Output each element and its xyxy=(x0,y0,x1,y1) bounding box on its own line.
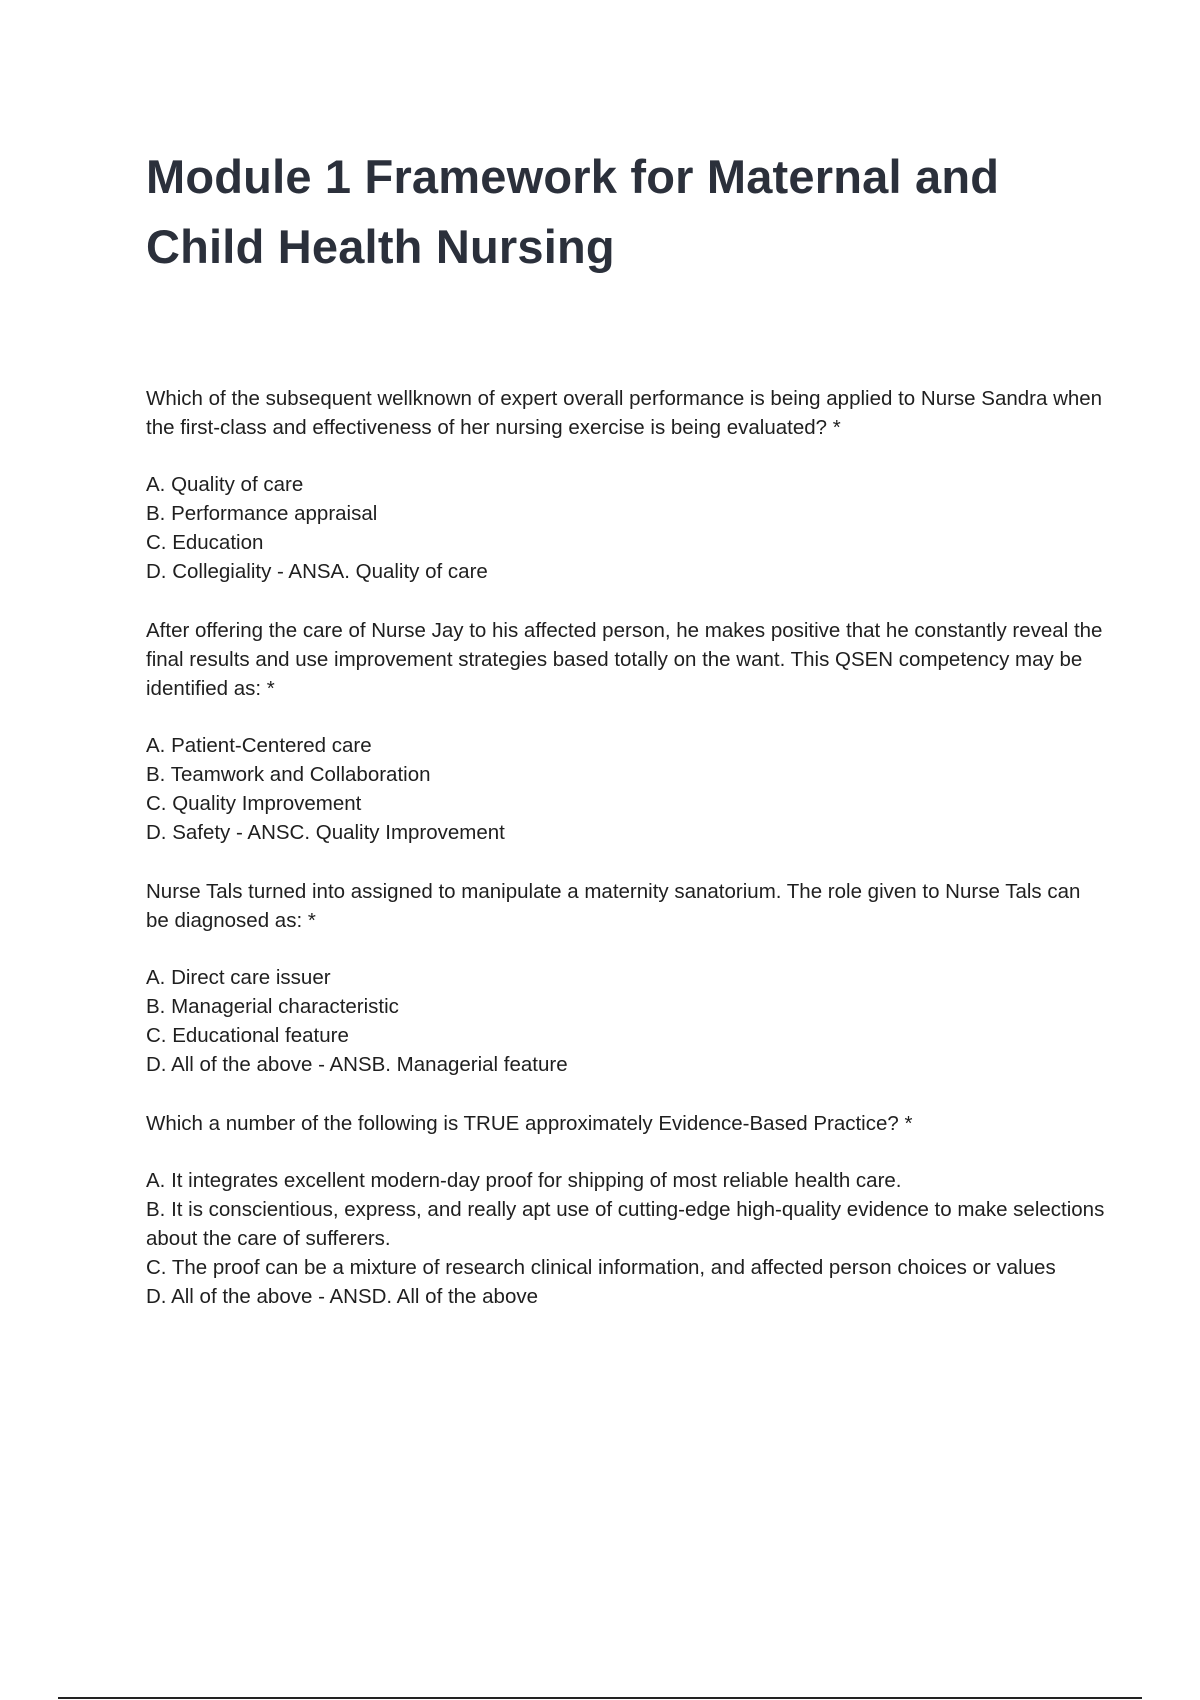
answer-option: A. Quality of care xyxy=(146,473,304,496)
document-title: Module 1 Framework for Maternal and Child Health Nursing xyxy=(146,150,1000,273)
question-text: Nurse Tals turned into assigned to manipulate a maternity sanatorium. The role given to Nurse Tals can be diagnosed as: * xyxy=(146,880,1081,932)
answer-options xyxy=(146,963,1106,1079)
answer-option: B. It is conscientious, express, and really apt use of cutting-edge high-quality evidence to make selections about the care of sufferers. xyxy=(146,1198,1105,1250)
question-block-2 xyxy=(146,616,1106,847)
question-list xyxy=(146,384,1106,1311)
answer-option: C. Quality Improvement xyxy=(146,792,362,815)
answer-option: A. Direct care issuer xyxy=(146,966,331,989)
answer-option: A. It integrates excellent modern-day proof for shipping of most reliable health care. xyxy=(146,1169,902,1192)
answer-option: B. Performance appraisal xyxy=(146,502,378,525)
answer-option: D. All of the above - ANSB. Managerial feature xyxy=(146,1053,568,1076)
page-bottom-divider xyxy=(58,1697,1142,1699)
answer-options xyxy=(146,731,1106,847)
answer-options xyxy=(146,470,1106,586)
question-text: After offering the care of Nurse Jay to his affected person, he makes positive that he constantly reveal the final results and use improvement strategies based totally on the want. This QSEN competency may be identified as: * xyxy=(146,619,1103,700)
answer-option: A. Patient-Centered care xyxy=(146,734,372,757)
question-block-3 xyxy=(146,877,1106,1079)
answer-option: D. Collegiality - ANSA. Quality of care xyxy=(146,560,488,583)
answer-option: D. All of the above - ANSD. All of the above xyxy=(146,1285,539,1308)
answer-option: D. Safety - ANSC. Quality Improvement xyxy=(146,821,505,844)
answer-option: C. Education xyxy=(146,531,264,554)
question-block-1 xyxy=(146,384,1106,586)
answer-option: B. Managerial characteristic xyxy=(146,995,399,1018)
question-text: Which a number of the following is TRUE approximately Evidence-Based Practice? * xyxy=(146,1112,913,1135)
answer-option: C. Educational feature xyxy=(146,1024,349,1047)
question-text: Which of the subsequent wellknown of expert overall performance is being applied to Nurse Sandra when the first-class and effectiveness of her nursing exercise is being evaluated? * xyxy=(146,387,1103,439)
document-page xyxy=(146,142,1106,1341)
answer-options xyxy=(146,1166,1106,1311)
answer-option: C. The proof can be a mixture of research clinical information, and affected person choices or values xyxy=(146,1256,1056,1279)
answer-option: B. Teamwork and Collaboration xyxy=(146,763,431,786)
question-block-4 xyxy=(146,1109,1106,1311)
